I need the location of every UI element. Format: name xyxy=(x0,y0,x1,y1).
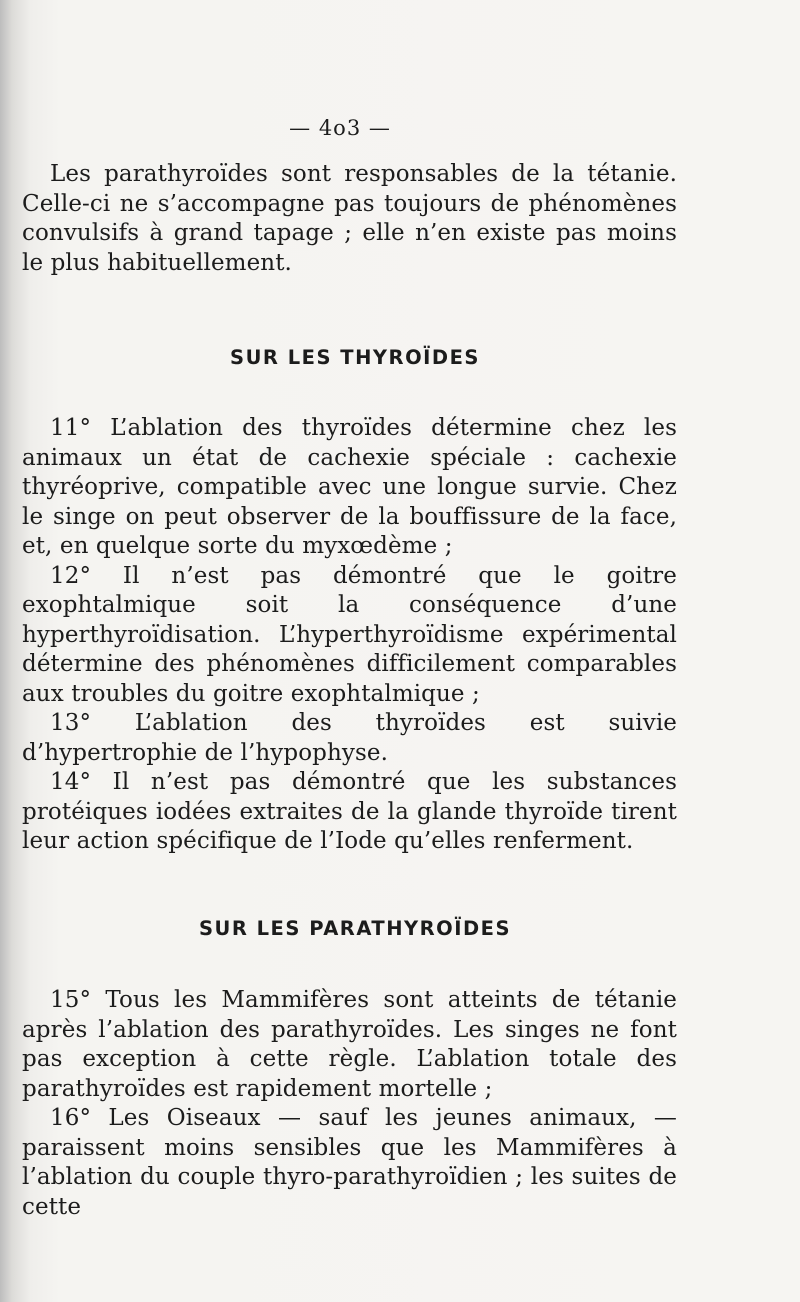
paragraph-12: 12° Il n’est pas démontré que le goitre exophtalmique soit la conséquence d’une hyperthyroïdisation. L’hyperthyroïdisme expérimental détermine des phénomènes difficilement comparables aux troubles du goitre exophtalmique ; xyxy=(22,562,677,707)
page-number: — 4o3 — xyxy=(289,116,391,140)
section-heading-thyroides: SUR LES THYROÏDES xyxy=(230,346,480,369)
paragraph-14: 14° Il n’est pas démontré que les substances protéiques iodées extraites de la glande thyroïde tirent leur action spécifique de l’Iode qu’elles renferment. xyxy=(22,769,677,854)
intro-paragraph: Les parathyroïdes sont responsables de la tétanie. Celle-ci ne s’accompagne pas toujours de phénomènes convulsifs à grand tapage ; elle n’en existe pas moins le plus habituellement. xyxy=(22,161,677,276)
paragraph-13: 13° L’ablation des thyroïdes est suivie d’hypertrophie de l’hypophyse. xyxy=(22,710,677,766)
paragraph-11: 11° L’ablation des thyroïdes détermine chez les animaux un état de cachexie spéciale : cachexie thyréoprive, compatible avec une longue survie. Chez le singe on peut observer de la bouffissure de la face, et, en quelque sorte du myxœdème ; xyxy=(22,415,677,559)
paragraph-16: 16° Les Oiseaux — sauf les jeunes animaux, — paraissent moins sensibles que les Mammifères à l’ablation du couple thyro-parathyroïdien ; les suites de cette xyxy=(22,1105,677,1220)
intro-paragraph-block xyxy=(22,160,677,278)
section-parathyroides-body xyxy=(22,986,677,1222)
section-thyroides-body xyxy=(22,414,677,857)
section-heading-parathyroides: SUR LES PARATHYROÏDES xyxy=(198,917,512,940)
paragraph-15: 15° Tous les Mammifères sont atteints de tétanie après l’ablation des parathyroïdes. Les singes ne font pas exception à cette règle. L’ablation totale des parathyroïdes est rapidement mortelle ; xyxy=(22,987,677,1102)
